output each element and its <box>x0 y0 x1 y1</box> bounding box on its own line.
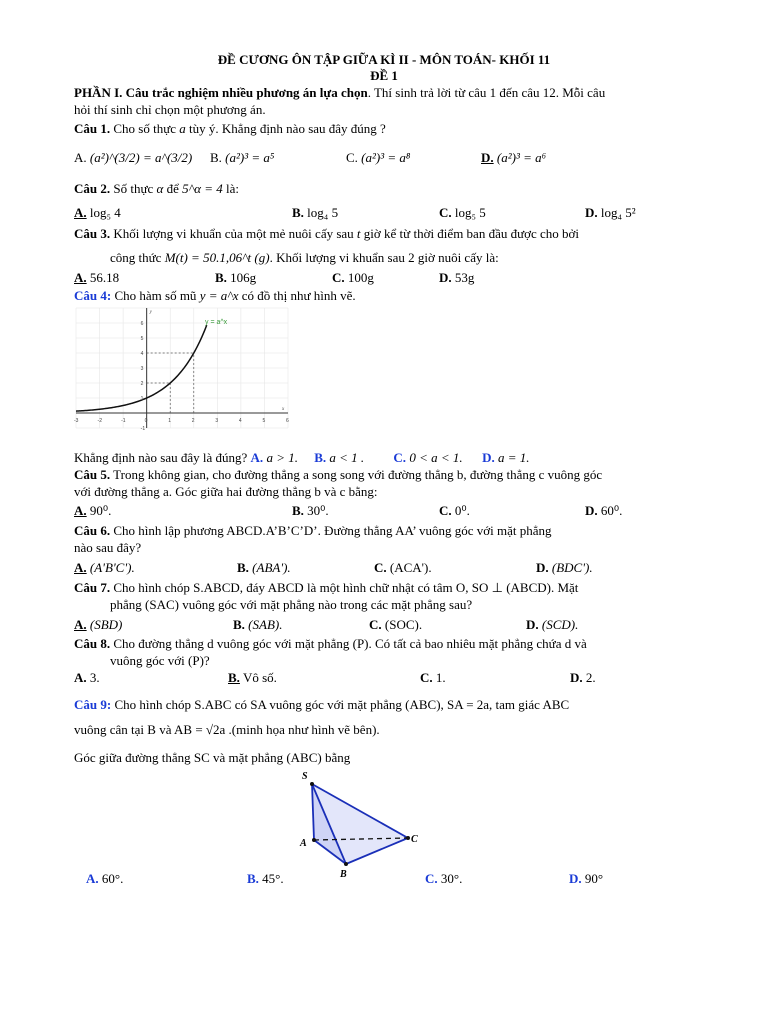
q6-option-b[interactable]: B. (ABA'). <box>237 560 291 575</box>
q3-stem-2: công thức M(t) = 50.1,06^t (g). Khối lượng vi khuẩn sau 2 giờ nuôi cấy là: <box>110 250 499 265</box>
q3-option-d[interactable]: D. 53g <box>439 270 475 285</box>
q7-stem-2: phẳng (SAC) vuông góc với mặt phẳng nào trong các mặt phẳng sau? <box>110 597 473 612</box>
x-axis-label: x <box>282 407 285 412</box>
x-tick-label: -2 <box>97 418 103 424</box>
q9-option-c[interactable]: C. 30°. <box>425 871 463 886</box>
q5-stem-2: với đường thẳng a. Góc giữa hai đường thẳng b và c bằng: <box>74 484 378 499</box>
q9-option-d[interactable]: D. 90° <box>569 871 604 886</box>
q6-stem: Câu 6. Cho hình lập phương ABCD.A’B’C’D’. Đường thẳng AA’ vuông góc với mặt phẳng <box>74 523 552 538</box>
q2-option-b[interactable]: B. log₄ 5 <box>292 205 339 220</box>
x-tick-label: 0 <box>144 418 148 424</box>
q2-stem: Câu 2. Số thực α để 5^α = 4 là: <box>74 181 239 196</box>
q8-option-d[interactable]: D. 2. <box>570 670 596 685</box>
vertex-s: S <box>302 771 308 782</box>
q8-option-a[interactable]: A. 3. <box>74 670 100 685</box>
pyramid-figure <box>296 768 426 880</box>
q2-option-d[interactable]: D. log₄ 5² <box>585 205 636 220</box>
x-tick-label: -3 <box>74 418 79 424</box>
q5-stem: Câu 5. Trong không gian, cho đường thẳng a song song với đường thẳng b, đường thẳng c vuông góc <box>74 467 603 482</box>
q8-option-c[interactable]: C. 1. <box>420 670 446 685</box>
x-tick-label: 3 <box>215 418 219 424</box>
q9-stem: Câu 9: Cho hình chóp S.ABC có SA vuông góc với mặt phẳng (ABC), SA = 2a, tam giác ABC <box>74 697 570 712</box>
q8-option-b[interactable]: B. Vô số. <box>228 670 277 685</box>
q2-option-a[interactable]: A. log₅ 4 <box>74 205 121 220</box>
q8-stem: Câu 8. Cho đường thẳng d vuông góc với mặt phẳng (P). Có tất cả bao nhiêu mặt phẳng chứa d và <box>74 636 587 651</box>
q4-option-a[interactable]: a > 1. <box>266 450 298 465</box>
vertex-b: B <box>340 869 347 880</box>
y-tick-label: 4 <box>140 351 144 357</box>
q7-option-b[interactable]: B. (SAB). <box>233 617 283 632</box>
page-subtitle: ĐỀ 1 <box>370 68 398 83</box>
q5-option-b[interactable]: B. 30⁰. <box>292 503 329 518</box>
x-tick-label: 6 <box>286 418 289 424</box>
q7-option-d[interactable]: D. (SCD). <box>526 617 579 632</box>
vertex-c: C <box>411 834 418 845</box>
q1-option-d[interactable]: D. (a²)³ = a⁶ <box>481 150 547 165</box>
q5-option-a[interactable]: A. 90⁰. <box>74 503 112 518</box>
q1-stem: Câu 1. Cho số thực a tùy ý. Khẳng định nào sau đây đúng ? <box>74 121 386 136</box>
part1-heading: PHẦN I. Câu trắc nghiệm nhiều phương án lựa chọn <box>74 85 368 100</box>
y-tick-label: 1 <box>140 396 144 402</box>
y-tick-label: -1 <box>140 426 146 432</box>
graph-grid <box>76 308 288 428</box>
q4-option-d[interactable]: a = 1. <box>498 450 530 465</box>
y-axis-label: y <box>149 310 152 315</box>
q2-option-c[interactable]: C. log₅ 5 <box>439 205 486 220</box>
q5-option-c[interactable]: C. 0⁰. <box>439 503 470 518</box>
q9-option-a[interactable]: A. 60°. <box>86 871 124 886</box>
y-tick-label: 2 <box>140 381 144 387</box>
q4-option-c[interactable]: 0 < a < 1. <box>409 450 463 465</box>
q4-question-row: Khẳng định nào sau đây là đúng? A. a > 1. B. a < 1 . C. 0 < a < 1. D. a = 1. <box>74 450 530 465</box>
q7-option-c[interactable]: C. (SOC). <box>369 617 423 632</box>
q4-option-b[interactable]: a < 1 . <box>329 450 365 465</box>
part1-line2: hỏi thí sinh chỉ chọn một phương án. <box>74 102 266 117</box>
x-tick-label: 2 <box>191 418 195 424</box>
q4-stem: Câu 4: Cho hàm số mũ y = a^x có đồ thị như hình vẽ. <box>74 288 356 303</box>
q1-option-a[interactable]: A. (a²)^(3/2) = a^(3/2) <box>74 150 193 165</box>
q3-stem: Câu 3. Khối lượng vi khuẩn của một mẻ nuôi cấy sau t giờ kể từ thời điểm ban đầu được cho bởi <box>74 226 580 241</box>
x-tick-label: -1 <box>121 418 126 424</box>
q6-option-d[interactable]: D. (BDC'). <box>536 560 593 575</box>
y-tick-label: 6 <box>140 321 144 327</box>
vertex-a: A <box>300 838 307 849</box>
q7-option-a[interactable]: A. (SBD) <box>74 617 123 632</box>
q6-option-a[interactable]: A. (A'B'C'). <box>74 560 135 575</box>
q8-stem-2: vuông góc với (P)? <box>110 653 210 668</box>
part1-line1: PHẦN I. Câu trắc nghiệm nhiều phương án lựa chọn. Thí sinh trả lời từ câu 1 đến câu 12. Mỗi câu <box>74 85 606 100</box>
q7-stem: Câu 7. Cho hình chóp S.ABCD, đáy ABCD là một hình chữ nhật có tâm O, SO ⊥ (ABCD). Mặt <box>74 580 579 595</box>
page-title: ĐỀ CƯƠNG ÔN TẬP GIỮA KÌ II - MÔN TOÁN- KHỐI 11 <box>217 52 551 67</box>
q3-option-b[interactable]: B. 106g <box>215 270 257 285</box>
q3-option-c[interactable]: C. 100g <box>332 270 374 285</box>
q6-option-c[interactable]: C. (ACA'). <box>374 560 432 575</box>
q3-option-a[interactable]: A. 56.18 <box>74 270 120 285</box>
graph-curve-label: y = a^x <box>205 319 228 326</box>
q1-option-b[interactable]: B. (a²)³ = a⁵ <box>210 150 275 165</box>
y-tick-label: 5 <box>140 336 144 342</box>
q1-option-c[interactable]: C. (a²)³ = a⁸ <box>346 150 411 165</box>
x-tick-label: 4 <box>238 418 242 424</box>
q9-stem-2: vuông cân tại B và AB = √2a .(minh họa như hình vẽ bên). <box>74 722 380 737</box>
q9-option-b[interactable]: B. 45°. <box>247 871 284 886</box>
q5-option-d[interactable]: D. 60⁰. <box>585 503 623 518</box>
x-tick-label: 1 <box>168 418 172 424</box>
exponential-graph <box>72 304 292 442</box>
y-tick-label: 3 <box>140 366 144 372</box>
q9-stem-3: Góc giữa đường thẳng SC và mặt phẳng (ABC) bằng <box>74 750 351 765</box>
q6-stem-2: nào sau đây? <box>74 540 142 555</box>
x-tick-label: 5 <box>262 418 266 424</box>
